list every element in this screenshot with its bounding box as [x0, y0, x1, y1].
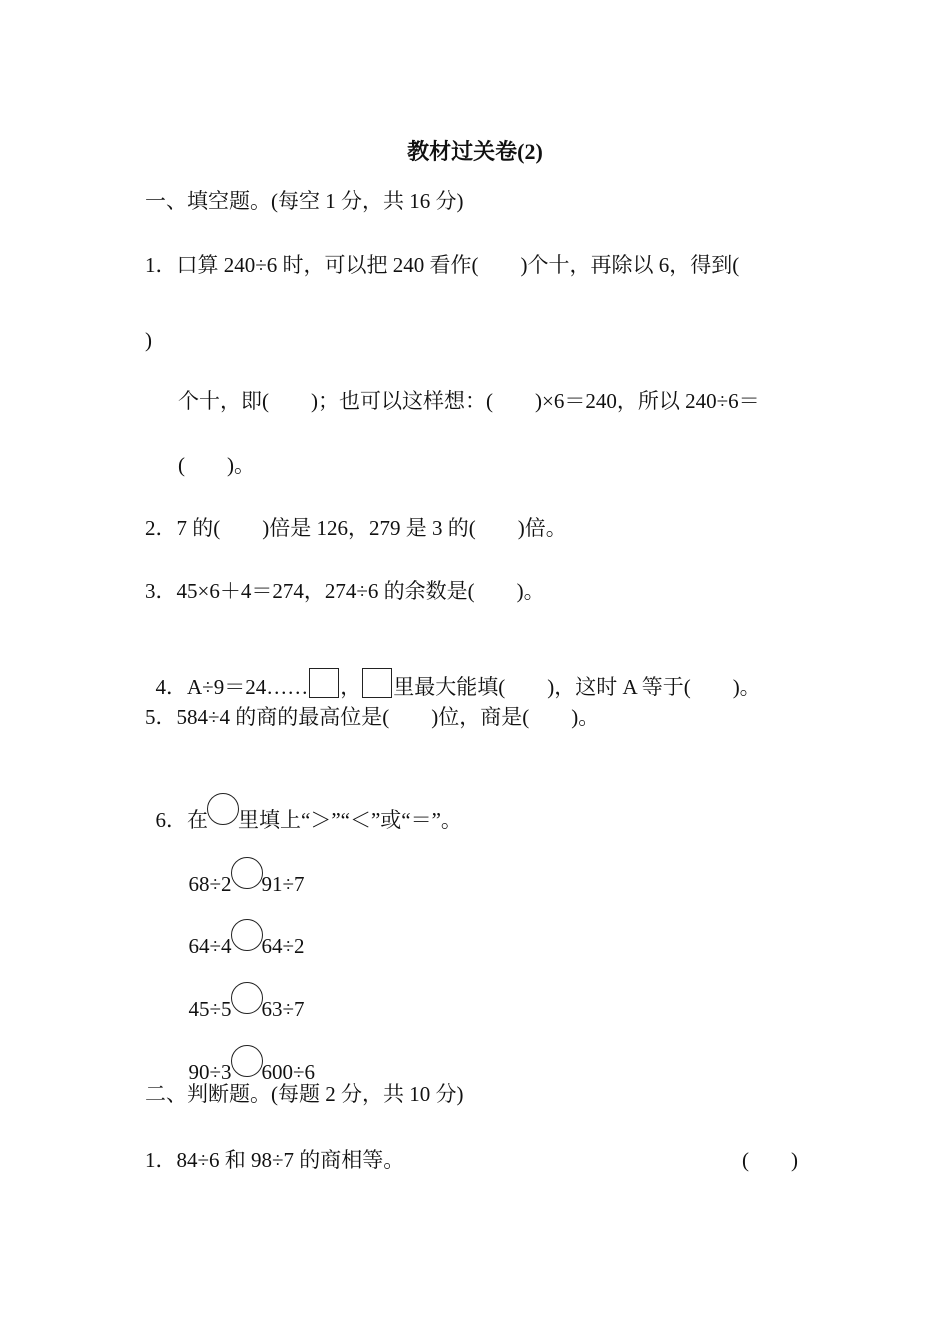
q1-line4: ( )。: [178, 453, 255, 477]
q4-part2: ，: [340, 675, 362, 699]
q4-part3: 里最大能填( )，这时 A 等于( )。: [393, 675, 761, 699]
answer-box[interactable]: [309, 668, 339, 698]
q4-text: [145, 638, 761, 702]
compare-circle[interactable]: [231, 857, 263, 889]
compare-circle[interactable]: [231, 919, 263, 951]
compare-left: 45÷5: [188, 997, 232, 1021]
judge-q1-text: 1．84÷6 和 98÷7 的商相等。: [145, 1148, 405, 1172]
q6-text: [145, 763, 462, 835]
section1-heading: 一、填空题。(每空 1 分，共 16 分): [145, 189, 464, 213]
page-title: 教材过关卷(2): [407, 139, 543, 164]
compare-right: 600÷6: [261, 1060, 316, 1084]
q4-part1: 4．A÷9＝24……: [155, 675, 309, 699]
compare-circle[interactable]: [231, 982, 263, 1014]
q1-line1: 1．口算 240÷6 时，可以把 240 看作( )个十，再除以 6，得到(: [145, 253, 740, 277]
answer-box-reference: [362, 668, 392, 698]
circle-reference: [207, 793, 239, 825]
compare-right: 91÷7: [261, 872, 305, 896]
judge-answer-paren[interactable]: ( ): [742, 1148, 798, 1172]
compare-right: 63÷7: [261, 997, 305, 1021]
q2-text: 2．7 的( )倍是 126，279 是 3 的( )倍。: [145, 516, 567, 540]
compare-item-4: [178, 1015, 315, 1087]
q1-line2: ): [145, 328, 152, 352]
compare-left: 64÷4: [188, 934, 232, 958]
compare-circle[interactable]: [231, 1045, 263, 1077]
q6-part2: 里填上“＞”“＜”或“＝”。: [238, 808, 462, 832]
q3-text: 3．45×6＋4＝274，274÷6 的余数是( )。: [145, 579, 545, 603]
q1-line3: 个十，即( )；也可以这样想：( )×6＝240，所以 240÷6＝: [178, 389, 760, 413]
compare-item-2: [178, 889, 305, 961]
section2-heading: 二、判断题。(每题 2 分，共 10 分): [145, 1082, 464, 1106]
compare-item-3: [178, 952, 305, 1024]
compare-left: 90÷3: [188, 1060, 232, 1084]
compare-left: 68÷2: [188, 872, 232, 896]
q5-text: 5．584÷4 的商的最高位是( )位，商是( )。: [145, 705, 600, 729]
compare-right: 64÷2: [261, 934, 305, 958]
q6-part1: 6．在: [155, 808, 208, 832]
